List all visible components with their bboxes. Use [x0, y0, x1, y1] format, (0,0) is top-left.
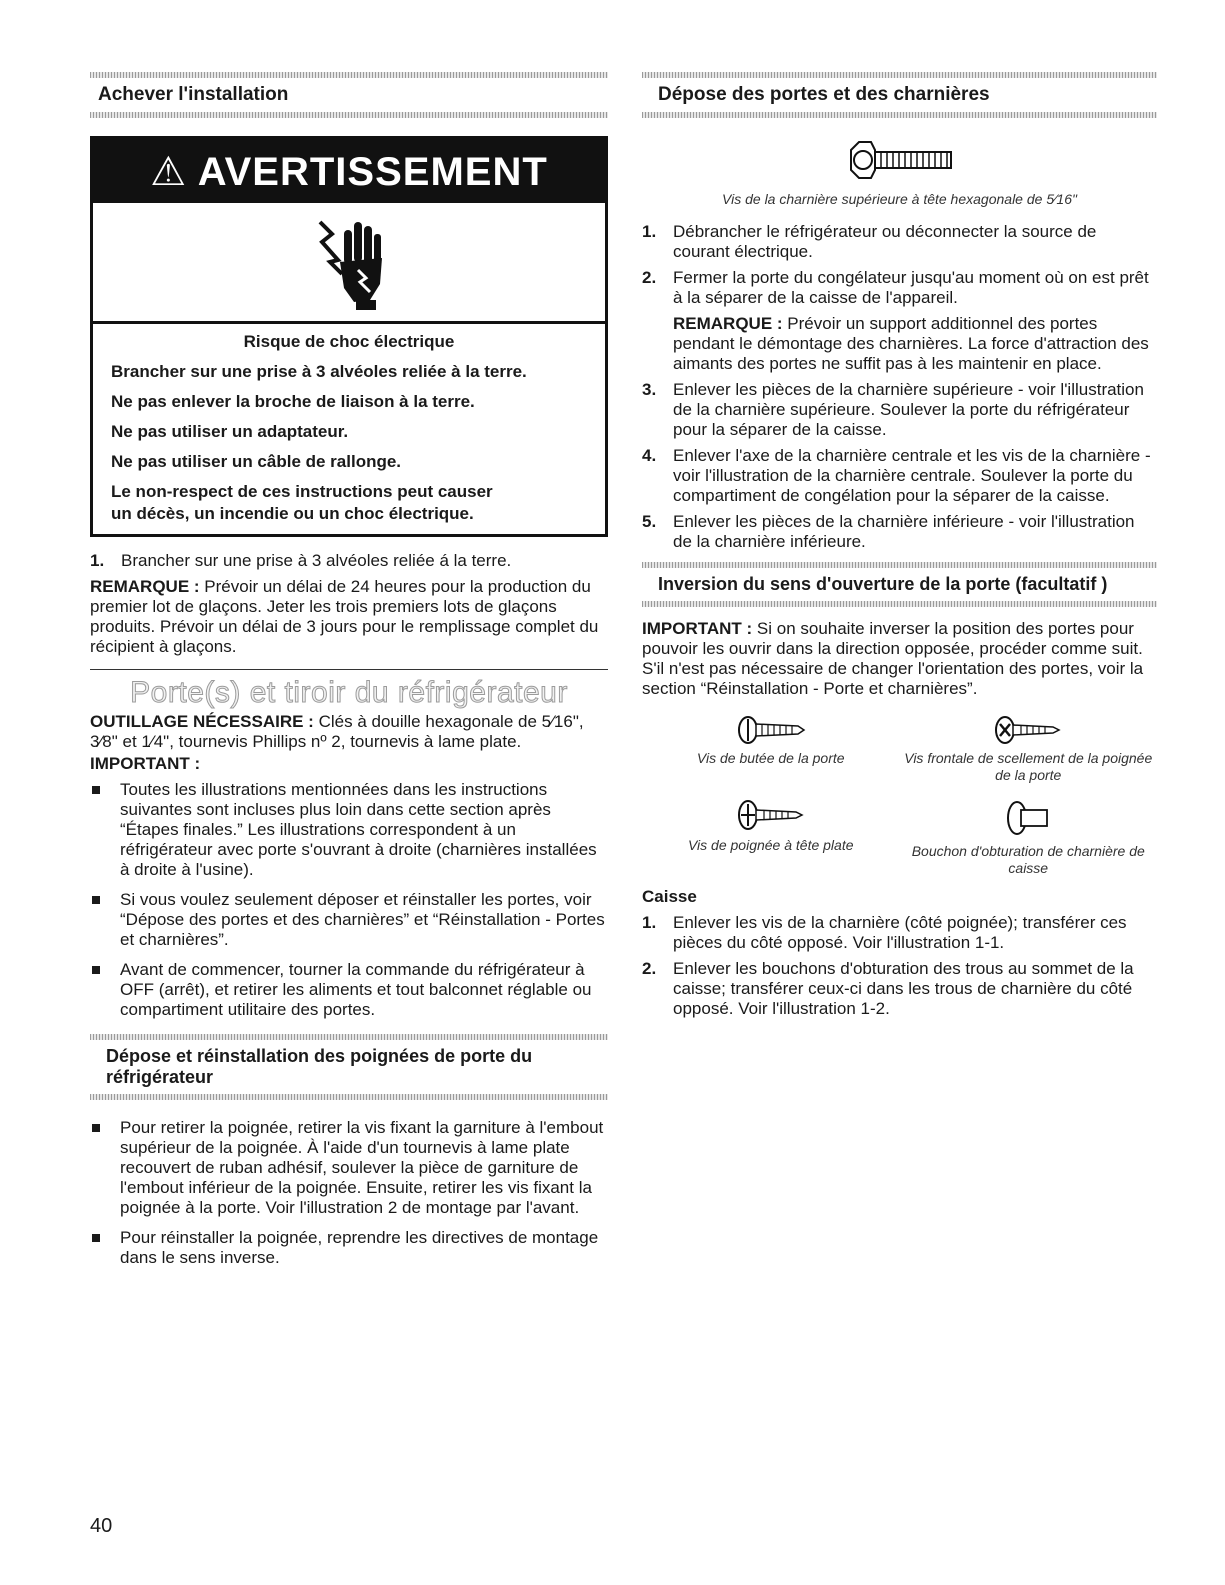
section-heading-install: Achever l'installation — [98, 84, 289, 105]
note-label: REMARQUE : — [90, 577, 200, 596]
bullet-marker — [92, 786, 100, 794]
warning-line: Ne pas utiliser un adaptateur. — [111, 422, 349, 441]
part-caption: Bouchon d'obturation de charnière de caisse — [911, 843, 1145, 876]
warning-text — [93, 324, 605, 534]
step-item — [642, 446, 1157, 506]
bullet-item — [90, 780, 608, 880]
figure-caption: Vis de la charnière supérieure à tête hexagonale de 5⁄16" — [722, 191, 1077, 207]
step-text: Débrancher le réfrigérateur ou déconnecter la source de courant électrique. — [673, 222, 1097, 261]
section-banner: Porte(s) et tiroir du réfrigérateur — [130, 676, 568, 709]
important-paragraph — [642, 619, 1157, 699]
hatched-rule — [642, 112, 1157, 118]
tools-paragraph — [90, 712, 608, 752]
warning-consequence-line2: un décès, un incendie ou un choc électrique. — [111, 504, 474, 523]
hatched-rule — [642, 601, 1157, 607]
bullet-item — [90, 890, 608, 950]
part-caption: Vis de poignée à tête plate — [687, 837, 854, 853]
step-item — [642, 959, 1157, 1019]
important-label: IMPORTANT : — [642, 619, 753, 638]
hinge-plug-icon — [1003, 798, 1053, 838]
bullet-item — [90, 1228, 608, 1268]
step-text: Enlever l'axe de la charnière centrale et les vis de la charnière - voir l'illustration de la charnière centrale. Soulever la porte du compartiment de congélation pour la séparer de la caisse. — [673, 446, 1151, 505]
step-text: Enlever les pièces de la charnière inférieure - voir l'illustration de la charnière inférieure. — [673, 512, 1135, 551]
step-item — [642, 222, 1157, 262]
step-text: Fermer la porte du congélateur jusqu'au moment où on est prêt à la séparer de la caisse de l'appareil. — [673, 268, 1149, 307]
step-item — [642, 913, 1157, 953]
note-text: Prévoir un délai de 24 heures pour la production du premier lot de glaçons. Jeter les trois premiers lots de glaçons produits. Prévoir un délai de 3 jours pour le remplissage complet du récipient à glaçons. — [90, 577, 599, 656]
step-text: Enlever les bouchons d'obturation des trous au sommet de la caisse; transférer ceux-ci dans les trous de charnière du côté opposé. Voir l'illustration 1-2. — [673, 959, 1134, 1018]
tools-label: OUTILLAGE NÉCESSAIRE : — [90, 712, 314, 731]
part-cell — [642, 798, 900, 877]
step-number: 4. — [642, 446, 657, 465]
hex-screw-figure — [642, 140, 1157, 208]
part-caption: Vis de butée de la porte — [696, 750, 845, 766]
section-heading-reverse: Inversion du sens d'ouverture de la porte (facultatif ) — [658, 574, 1108, 594]
step-text: Brancher sur une prise à 3 alvéoles reliée á la terre. — [121, 551, 512, 570]
step-number: 5. — [642, 512, 657, 531]
bullet-text: Avant de commencer, tourner la commande du réfrigérateur à OFF (arrêt), et retirer les aliments et tout balconnet réglable ou compartiment utilitaire des portes. — [120, 960, 592, 1019]
divider — [90, 669, 608, 670]
install-steps — [90, 551, 608, 571]
flat-head-screw-icon — [736, 798, 806, 832]
bullet-item — [90, 1118, 608, 1218]
bullet-item — [90, 960, 608, 1020]
handle-seal-screw-icon — [993, 715, 1063, 745]
bullet-text: Pour réinstaller la poignée, reprendre les directives de montage dans le sens inverse. — [120, 1228, 599, 1267]
warning-line: Ne pas enlever la broche de liaison à la terre. — [111, 392, 475, 411]
warning-line: Brancher sur une prise à 3 alvéoles reliée à la terre. — [111, 362, 527, 381]
warning-line: Ne pas utiliser un câble de rallonge. — [111, 452, 402, 471]
step-number: 2. — [642, 959, 657, 978]
warning-title: ⚠ AVERTISSEMENT — [93, 139, 605, 203]
important-label: IMPORTANT : — [90, 754, 201, 773]
bullet-marker — [92, 966, 100, 974]
note-paragraph — [673, 314, 1157, 374]
electric-shock-icon — [314, 212, 384, 312]
step-number: 1. — [90, 551, 105, 570]
warning-consequence-line1: Le non-respect de ces instructions peut causer — [111, 482, 493, 501]
note-paragraph — [90, 577, 608, 657]
part-cell — [642, 715, 900, 784]
step-item — [642, 380, 1157, 440]
right-column — [642, 0, 1157, 1025]
hatched-rule — [90, 1094, 608, 1100]
step-text: Enlever les pièces de la charnière supérieure - voir l'illustration de la charnière supérieure. Soulever la porte du réfrigérateur pour la séparer de la caisse. — [673, 380, 1144, 439]
step-number: 1. — [642, 913, 657, 932]
part-cell — [900, 715, 1158, 784]
bullet-text: Pour retirer la poignée, retirer la vis fixant la garniture à l'embout supérieur de la poignée. À l'aide d'un tournevis à lame plate recouvert de ruban adhésif, soulever la pièce de garniture de l'embout inférieur de la poignée. Ensuite, retirer les vis fixant la poignée à la porte. Voir l'illustration 2 de montage par l'avant. — [120, 1118, 604, 1217]
handle-bullets — [90, 1118, 608, 1268]
bullet-text: Si vous voulez seulement déposer et réinstaller les portes, voir “Dépose des portes et des charnières” et “Réinstallation - Portes et charnières”. — [120, 890, 605, 949]
warning-line: Risque de choc électrique — [243, 332, 455, 351]
bullet-text: Toutes les illustrations mentionnées dans les instructions suivantes sont incluses plus loin dans cette section après “Étapes finales.” Les illustrations correspondent à un réfrigérateur avec porte s'ouvrant à droite (charnières installées à droite à l'usine). — [120, 780, 597, 879]
door-removal-steps — [642, 222, 1157, 552]
step-item — [642, 512, 1157, 552]
hex-head-screw-icon — [845, 140, 955, 180]
step-text: Enlever les vis de la charnière (côté poignée); transférer ces pièces du côté opposé. Voir l'illustration 1-1. — [673, 913, 1127, 952]
important-text: Si on souhaite inverser la position des portes pour pouvoir les ouvrir dans la direction opposée, procéder comme suit. S'il n'est pas nécessaire de changer l'orientation des portes, voir la section “Réinstallation - Porte et charnières”. — [642, 619, 1144, 698]
left-column — [90, 0, 608, 1278]
step-item — [90, 551, 608, 571]
section-heading-doors: Dépose des portes et des charnières — [658, 84, 990, 105]
bullet-marker — [92, 1124, 100, 1132]
step-number: 3. — [642, 380, 657, 399]
warning-icon-area — [93, 203, 605, 324]
warning-box — [90, 136, 608, 537]
step-item — [642, 268, 1157, 374]
note-label: REMARQUE : — [673, 314, 783, 333]
caisse-steps — [642, 913, 1157, 1019]
door-stop-screw-icon — [736, 715, 806, 745]
step-number: 2. — [642, 268, 657, 287]
bullet-marker — [92, 896, 100, 904]
part-caption: Vis frontale de scellement de la poignée de la porte — [904, 750, 1153, 783]
hatched-rule — [90, 112, 608, 118]
section-heading-handles: Dépose et réinstallation des poignées de porte du réfrigérateur — [106, 1046, 533, 1087]
important-bullets — [90, 780, 608, 1020]
tools-text: Clés à douille hexagonale de 5⁄16", 3⁄8" et 1⁄4", tournevis Phillips nº 2, tournevis à lame plate. — [90, 712, 584, 751]
parts-grid — [642, 715, 1157, 877]
note-text: Prévoir un support additionnel des portes pendant le démontage des charnières. La force d'attraction des aimants des portes ne suffit pas à les maintenir en place. — [673, 314, 1149, 373]
page-number: 40 — [90, 1515, 113, 1537]
part-cell — [900, 798, 1158, 877]
caisse-label: Caisse — [642, 887, 697, 906]
bullet-marker — [92, 1234, 100, 1242]
step-number: 1. — [642, 222, 657, 241]
